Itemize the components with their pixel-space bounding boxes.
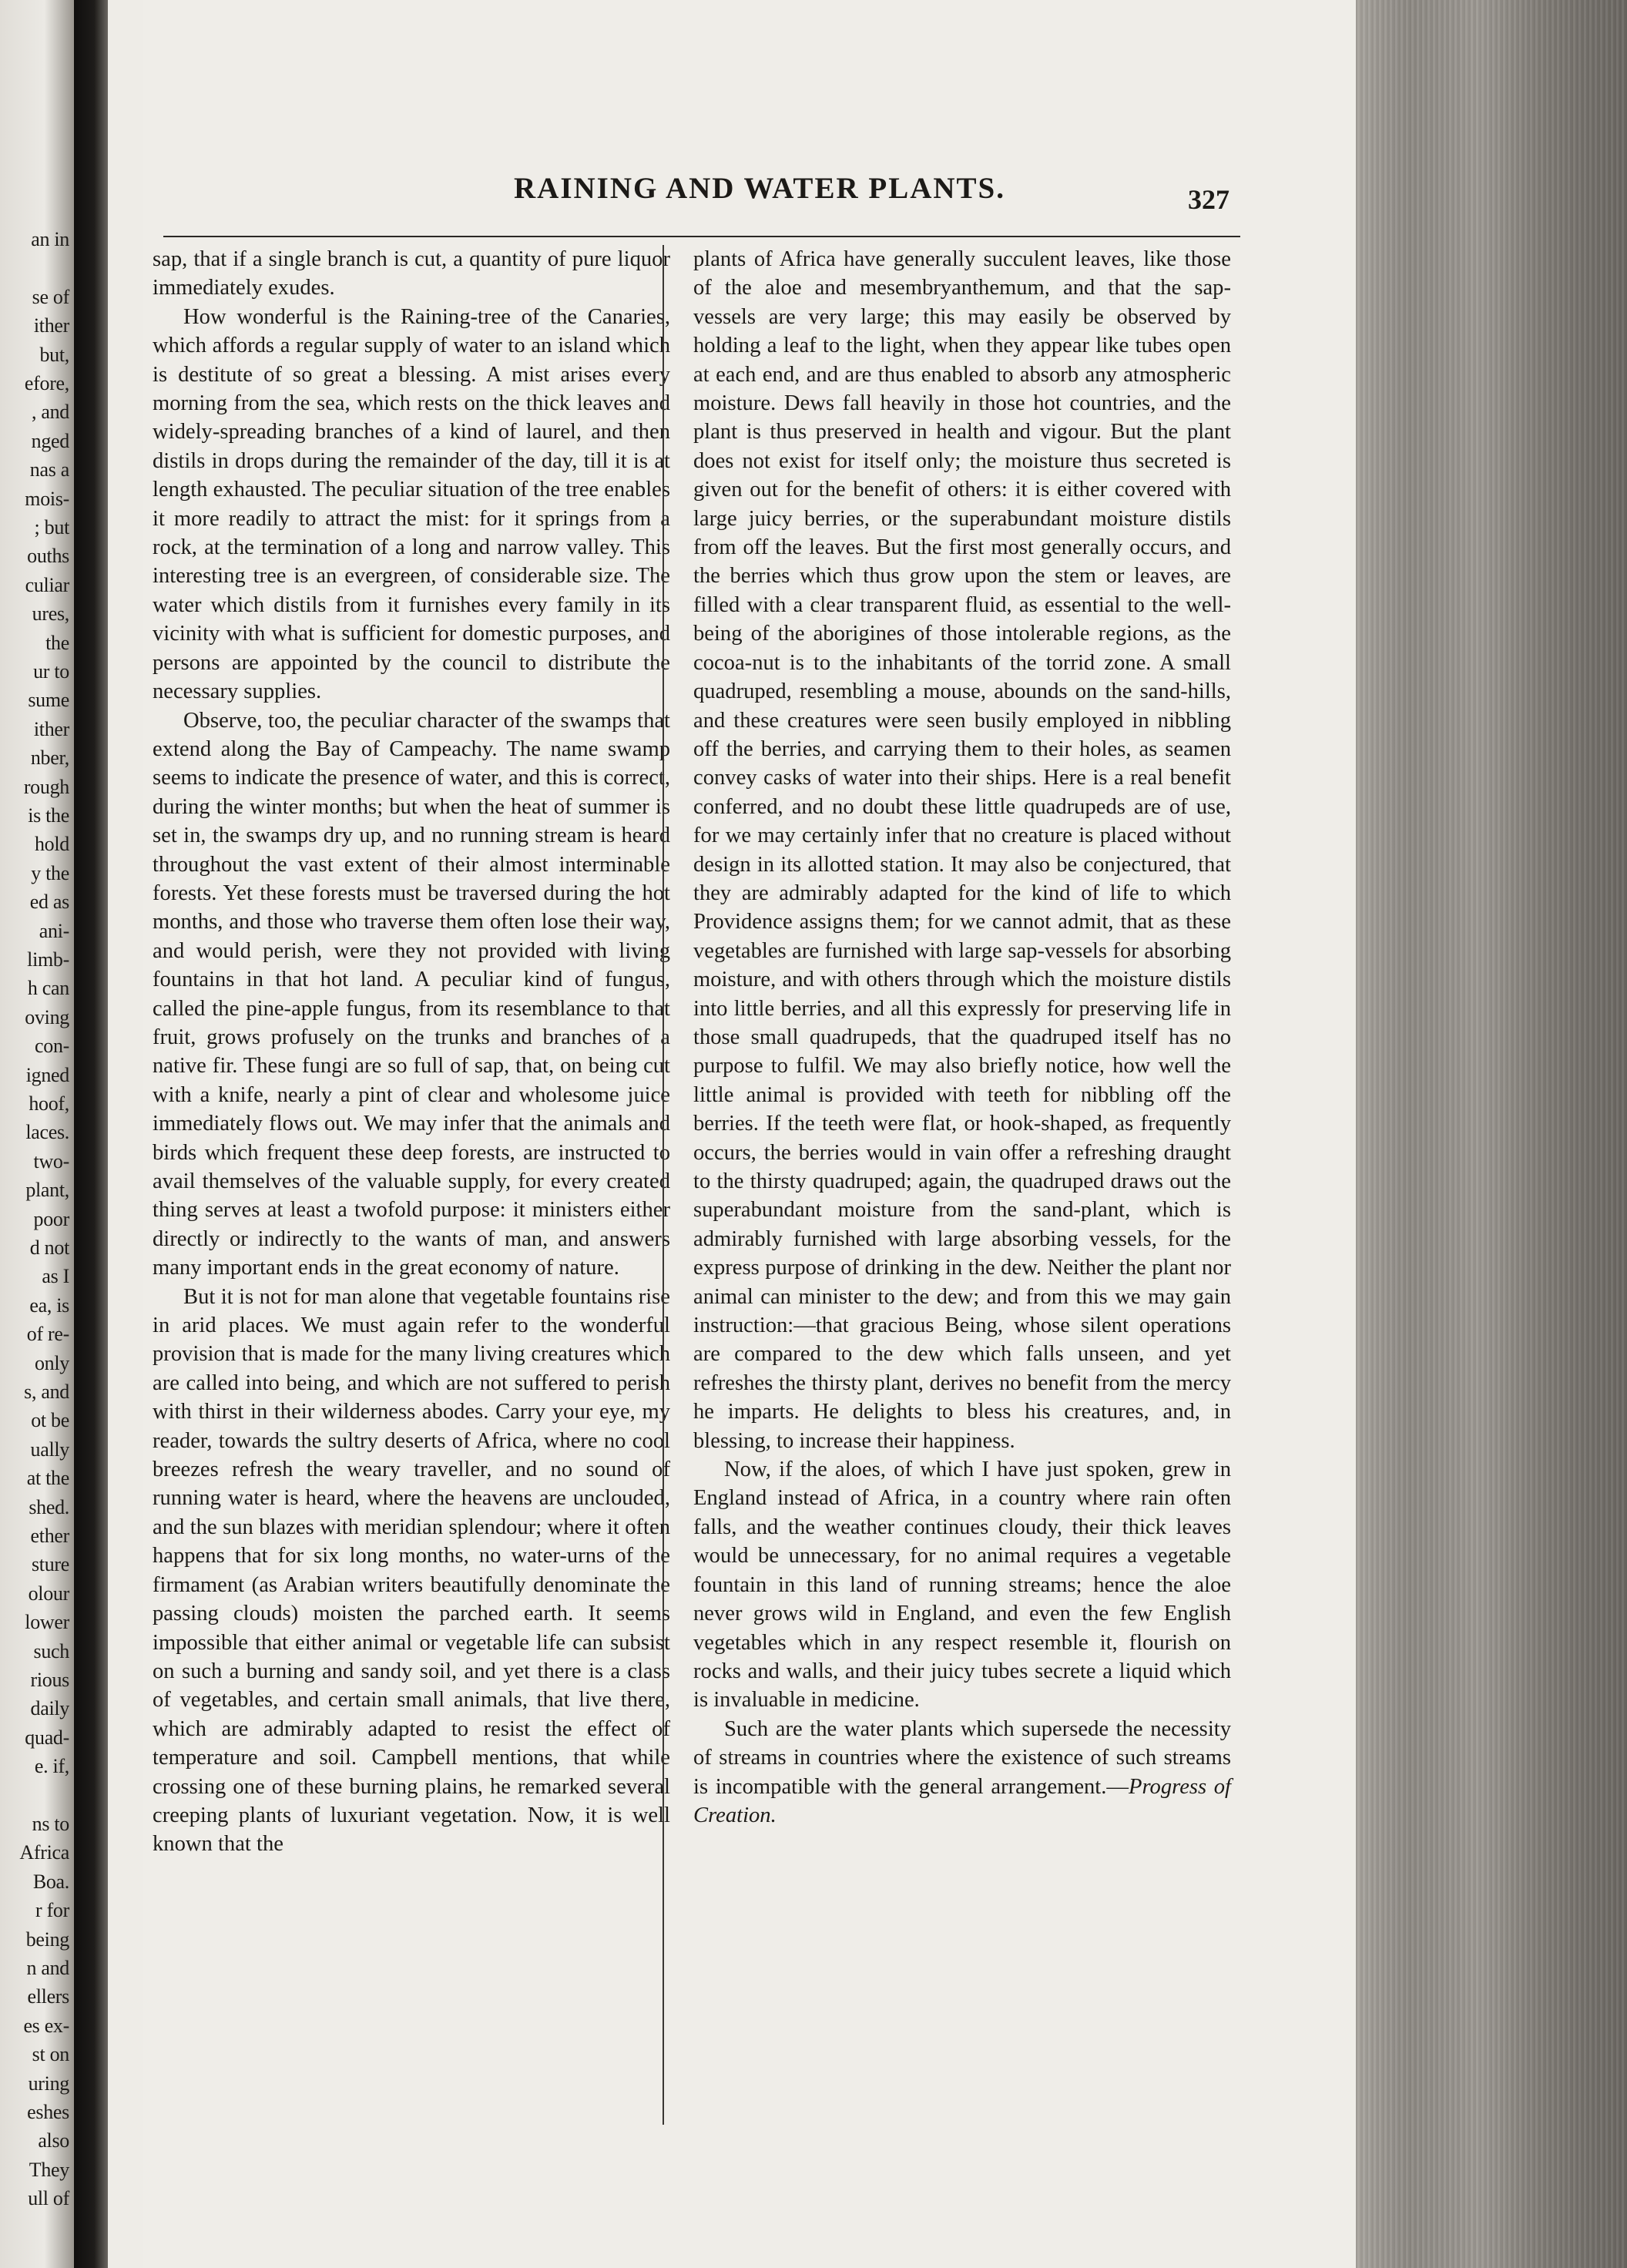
previous-page-fragment: ur to <box>33 660 69 683</box>
previous-page-fragment: ouths <box>27 545 69 568</box>
previous-page-fragment: culiar <box>25 573 69 596</box>
previous-page-fragment: st on <box>32 2043 69 2066</box>
previous-page-fragment: ither <box>33 717 69 740</box>
source-attribution: Progress of Creation. <box>693 1774 1232 1827</box>
previous-page-fragment: ns to <box>32 1813 69 1835</box>
previous-page-fragment: also <box>38 2129 69 2152</box>
previous-page-fragment: but, <box>39 343 69 366</box>
left-column <box>153 245 670 1859</box>
previous-page-fragment: e. if, <box>34 1755 69 1778</box>
previous-page-fragment: ether <box>30 1525 69 1547</box>
previous-page-fragment: such <box>33 1639 69 1662</box>
previous-page-fragment: se of <box>32 285 69 308</box>
previous-page-fragment: nber, <box>30 746 69 770</box>
previous-page-fragment: oving <box>25 1005 69 1028</box>
previous-page-fragment: y the <box>31 861 69 884</box>
previous-page-fragment: being <box>25 1927 69 1951</box>
book-page-edges <box>1356 0 1627 2268</box>
previous-page-fragment: eshes <box>27 2101 69 2123</box>
previous-page-fragment: r for <box>35 1899 69 1922</box>
previous-page-fragment: limb- <box>27 948 69 971</box>
right-column <box>693 245 1231 1830</box>
previous-page-fragment: an in <box>31 228 69 250</box>
paragraph: Observe, too, the peculiar character of the swamps that extend along the Bay of Campeachy. The name swamp seems to indicate the presence of water, and this is correct, during the winter months; but when the heat of summer is set in, the swamps dry up, and no running stream is heard throughout the vast extent of their almost interminable forests. Yet these forests must be traversed during the hot months, and those who traverse them often lose their way, and would perish, were they not provided with living fountains in that hot land. A peculiar kind of fungus, called the pine-apple fungus, from its resemblance to that fruit, grows profusely on the trunks and branches of a native fir. These fungi are so full of sap, that, on being cut with a knife, nearly a pint of clear and wholesome juice immediately flows out. We may infer that the animals and birds which frequent these deep forests, are instructed to avail themselves of the valuable supply, for every created thing serves at least a twofold purpose: it ministers either directly or indirectly to the wants of man, and answers many important ends in the great economy of nature. <box>153 708 670 1280</box>
previous-page-edge <box>0 0 74 2268</box>
header-rule <box>163 236 1240 237</box>
running-head: RAINING AND WATER PLANTS. <box>514 172 1005 205</box>
previous-page-fragment: nged <box>31 429 69 452</box>
previous-page-fragment: ither <box>33 314 69 337</box>
previous-page-fragment: olour <box>28 1582 69 1605</box>
previous-page-fragment: , and <box>31 401 69 424</box>
previous-page-fragment: lower <box>25 1611 69 1634</box>
page-number: 327 <box>1188 184 1229 215</box>
paragraph: sap, that if a single branch is cut, a quantity of pure liquor immediately exudes. <box>153 247 670 300</box>
previous-page-fragment: efore, <box>24 372 69 394</box>
previous-page-fragment: Boa. <box>32 1870 69 1893</box>
previous-page-fragment: the <box>45 631 69 654</box>
previous-page-fragment: h can <box>27 977 69 1000</box>
previous-page-fragment: only <box>34 1351 69 1374</box>
paragraph: How wonderful is the Raining-tree of the Canaries, which affords a regular supply of water to an island which is destitute of so great a blessing. A mist arises every morning from the sea, which rests on the thick leaves and widely-spreading branches of a kind of laurel, and then distils in drops during the remainder of the day, till it is at length exhausted. The peculiar situation of the tree enables it more readily to attract the mist: for it springs from a rock, at the termination of a long and narrow valley. This interesting tree is an evergreen, of considerable size. The water which distils from it furnishes every family in its vicinity with what is sufficient for domestic purposes, and persons are appointed by the council to distribute the necessary supplies. <box>153 304 670 704</box>
previous-page-fragment: two- <box>33 1149 69 1173</box>
previous-page-fragment: hoof, <box>29 1092 69 1115</box>
previous-page-fragment: They <box>29 2158 69 2181</box>
previous-page-fragment: n and <box>26 1957 69 1979</box>
previous-page-fragment: s, and <box>24 1381 69 1403</box>
previous-page-fragment: ; but <box>34 516 69 538</box>
previous-page-fragment: shed. <box>29 1495 69 1518</box>
column-rule <box>663 245 664 2125</box>
previous-page-fragment: ea, is <box>29 1293 69 1317</box>
previous-page-fragment: rious <box>30 1669 69 1691</box>
previous-page-fragment: of re- <box>26 1323 69 1346</box>
previous-page-fragment: as I <box>42 1265 69 1288</box>
previous-page-fragment: con- <box>35 1035 69 1058</box>
previous-page-fragment: ot be <box>31 1409 69 1432</box>
previous-page-fragment: sume <box>28 689 69 712</box>
previous-page-fragment: ani- <box>39 919 69 942</box>
previous-page-fragment: sture <box>31 1553 69 1576</box>
previous-page-fragment: ually <box>30 1438 69 1461</box>
previous-page-fragment: poor <box>33 1207 69 1230</box>
paragraph: Now, if the aloes, of which I have just spoken, grew in England instead of Africa, in a country where rain often falls, and the weather continues cloudy, their thick leaves would be unnecessary, for no animal requires a vegetable fountain in this land of running streams; hence the aloe never grows wild in England, and even the few English vegetables which in any respect resemble it, flourish on rocks and walls, and their juicy tubes secrete a liquid which is invaluable in medicine. <box>693 1458 1231 1713</box>
previous-page-fragment: is the <box>28 804 69 827</box>
previous-page-fragment: plant, <box>25 1179 69 1202</box>
paragraph: plants of Africa have generally succulent leaves, like those of the aloe and mesembryanthemum, and that the sap-vessels are very large; this may easily be observed by holding a leaf to the light, when they appear like tubes open at each end, and are thus enabled to absorb any atmospheric moisture. Dews fall heavily in those hot countries, and the plant is thus preserved in health and vigour. But the plant does not exist for itself only; the moisture thus secreted is given out for the benefit of others: it is either covered with large juicy berries, or the superabundant moisture distils from off the leaves. But the first most generally occurs, and the berries which thus grow upon the stem or leaves, are filled with a clear transparent fluid, as essential to the well-being of the aborigines of those intolerable regions, as the cocoa-nut is to the inhabitants of the torrid zone. A small quadruped, resembling a mouse, abounds on the sand-hills, and these creatures were seen busily employed in nibbling off the berries, and carrying them to their holes, as seamen convey casks of water into their ships. Here is a real benefit conferred, and no doubt these little quadrupeds are of use, for we may certainly infer that no creature is placed without design in its allotted station. It may also be conjectured, that they are admirably adapted for the kind of life to which Providence assigns them; for we cannot admit, that as these vegetables are furnished with large sap-vessels for absorbing moisture, and with others through which the moisture distils into little berries, and all this expressly for preserving life in those small quadrupeds, that the quadruped itself has no purpose to fulfil. We may also briefly notice, how well the little animal is provided with teeth for nibbling off the berries. If the teeth were flat, or hook-shaped, as frequently occurs, the berries would in vain offer a refreshing draught to the thirsty quadruped; again, the quadruped draws out the superabundant moisture from the sand-plant, which is admirably furnished with large absorbing vessels, for the express purpose of drinking in the dew. Neither the plant nor animal can minister to the dew; and from this we may gain instruction:—that gracious Being, whose silent operations are compared to the dew which falls unseen, and yet refreshes the thirsty plant, derives no benefit from the mercy he imparts. He delights to bless his creatures, and, in blessing, to increase their happiness. <box>693 247 1231 1453</box>
previous-page-fragment: laces. <box>25 1121 69 1144</box>
previous-page-fragment: mois- <box>25 487 69 510</box>
previous-page-fragment: ellers <box>27 1985 69 2008</box>
previous-page-fragment: d not <box>29 1236 69 1259</box>
previous-page-fragment: ed as <box>29 891 69 914</box>
previous-page-fragment: hold <box>34 833 69 856</box>
previous-page-fragment: igned <box>25 1063 69 1086</box>
previous-page-fragment: nas a <box>29 458 69 481</box>
previous-page-fragment: rough <box>23 775 69 798</box>
paragraph: But it is not for man alone that vegetable fountains rise in arid places. We must again refer to the wonderful provision that is made for the many living creatures which are called into being, and which are not suffered to perish with thirst in their wilderness abodes. Carry your eye, my reader, towards the sultry deserts of Africa, where no cool breezes refresh the weary traveller, and no sound of running water is heard, where the heavens are unclouded, and the sun blazes with meridian splendour; where it often happens that for six long months, no water-urns of the firmament (as Arabian writers beautifully denominate the passing clouds) moisten the parched earth. It seems impossible that either animal or vegetable life can subsist on such a burning and sandy soil, and yet there is a class of vegetables, and certain small animals, that live there, which are admirably adapted to resist the effect of temperature and soil. Campbell mentions, that while crossing one of these burning plains, he remarked several creeping plants of luxuriant vegetation. Now, it is well known that the <box>153 1284 670 1857</box>
previous-page-fragment: quad- <box>25 1726 69 1749</box>
paragraph <box>693 1715 1231 1830</box>
previous-page-fragment: ures, <box>32 602 69 626</box>
previous-page-fragment: at the <box>26 1467 69 1490</box>
previous-page-fragment: es ex- <box>23 2014 69 2037</box>
book-spine <box>74 0 108 2268</box>
previous-page-fragment: uring <box>28 2072 69 2095</box>
book-page <box>143 0 1356 2268</box>
previous-page-fragment: ull of <box>28 2187 69 2210</box>
closing-sentence: Such are the water plants which supersede the necessity of streams in countries where the existence of such streams is incompatible with the general arrangement.— <box>693 1716 1231 1799</box>
previous-page-fragment: Africa <box>19 1841 69 1864</box>
previous-page-fragment: daily <box>30 1697 69 1720</box>
